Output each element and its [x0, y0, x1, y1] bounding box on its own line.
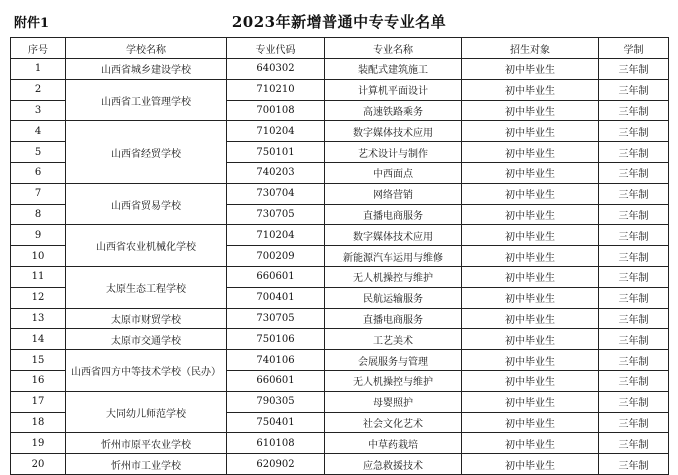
cell-code: 660601	[227, 370, 325, 391]
cell-school: 大同幼儿师范学校	[66, 391, 227, 433]
cell-duration: 三年制	[599, 350, 669, 371]
cell-number: 16	[11, 370, 66, 391]
cell-school: 山西省农业机械化学校	[66, 225, 227, 267]
header-major-name: 专业名称	[325, 38, 462, 59]
cell-target: 初中毕业生	[462, 142, 599, 163]
cell-target: 初中毕业生	[462, 454, 599, 475]
major-list-table	[10, 37, 669, 475]
cell-major: 中西面点	[325, 162, 462, 183]
cell-target: 初中毕业生	[462, 204, 599, 225]
table-row	[11, 433, 669, 454]
cell-major: 高速铁路乘务	[325, 100, 462, 121]
cell-major: 直播电商服务	[325, 308, 462, 329]
cell-major: 母婴照护	[325, 391, 462, 412]
cell-school: 山西省贸易学校	[66, 183, 227, 225]
cell-target: 初中毕业生	[462, 162, 599, 183]
cell-code: 710210	[227, 79, 325, 100]
cell-code: 620902	[227, 454, 325, 475]
cell-duration: 三年制	[599, 79, 669, 100]
cell-code: 790305	[227, 391, 325, 412]
document-title: 2023年新增普通中专专业名单	[231, 13, 447, 31]
cell-target: 初中毕业生	[462, 287, 599, 308]
cell-duration: 三年制	[599, 162, 669, 183]
header-enrollment-target: 招生对象	[462, 38, 599, 59]
cell-major: 民航运输服务	[325, 287, 462, 308]
cell-duration: 三年制	[599, 329, 669, 350]
cell-target: 初中毕业生	[462, 225, 599, 246]
cell-duration: 三年制	[599, 225, 669, 246]
cell-number: 15	[11, 350, 66, 371]
cell-number: 7	[11, 183, 66, 204]
cell-duration: 三年制	[599, 454, 669, 475]
cell-target: 初中毕业生	[462, 433, 599, 454]
cell-target: 初中毕业生	[462, 266, 599, 287]
cell-target: 初中毕业生	[462, 100, 599, 121]
cell-number: 19	[11, 433, 66, 454]
cell-number: 8	[11, 204, 66, 225]
cell-duration: 三年制	[599, 370, 669, 391]
cell-number: 12	[11, 287, 66, 308]
cell-school: 忻州市原平农业学校	[66, 433, 227, 454]
cell-code: 740106	[227, 350, 325, 371]
header-number: 序号	[11, 38, 66, 59]
cell-major: 数字媒体技术应用	[325, 121, 462, 142]
cell-duration: 三年制	[599, 391, 669, 412]
cell-target: 初中毕业生	[462, 59, 599, 80]
table-row	[11, 59, 669, 80]
cell-school: 太原市交通学校	[66, 329, 227, 350]
cell-target: 初中毕业生	[462, 183, 599, 204]
cell-duration: 三年制	[599, 308, 669, 329]
cell-duration: 三年制	[599, 266, 669, 287]
cell-duration: 三年制	[599, 183, 669, 204]
table-row	[11, 266, 669, 287]
cell-duration: 三年制	[599, 287, 669, 308]
cell-target: 初中毕业生	[462, 246, 599, 267]
cell-code: 710204	[227, 225, 325, 246]
table-row	[11, 308, 669, 329]
cell-code: 750106	[227, 329, 325, 350]
cell-school: 山西省工业管理学校	[66, 79, 227, 121]
attachment-label: 附件1	[14, 16, 50, 31]
cell-duration: 三年制	[599, 246, 669, 267]
cell-number: 9	[11, 225, 66, 246]
cell-code: 750101	[227, 142, 325, 163]
cell-number: 6	[11, 162, 66, 183]
cell-target: 初中毕业生	[462, 308, 599, 329]
cell-school: 忻州市工业学校	[66, 454, 227, 475]
cell-code: 640302	[227, 59, 325, 80]
cell-code: 660601	[227, 266, 325, 287]
table-row	[11, 225, 669, 246]
table-row	[11, 79, 669, 100]
cell-number: 10	[11, 246, 66, 267]
cell-major: 装配式建筑施工	[325, 59, 462, 80]
cell-school: 山西省城乡建设学校	[66, 59, 227, 80]
cell-code: 700108	[227, 100, 325, 121]
cell-school: 山西省经贸学校	[66, 121, 227, 183]
header-school-name: 学校名称	[66, 38, 227, 59]
cell-major: 数字媒体技术应用	[325, 225, 462, 246]
cell-major: 会展服务与管理	[325, 350, 462, 371]
table-row	[11, 183, 669, 204]
table-row	[11, 350, 669, 371]
cell-duration: 三年制	[599, 433, 669, 454]
cell-code: 710204	[227, 121, 325, 142]
cell-duration: 三年制	[599, 204, 669, 225]
table-row	[11, 121, 669, 142]
cell-number: 5	[11, 142, 66, 163]
cell-code: 730704	[227, 183, 325, 204]
cell-number: 13	[11, 308, 66, 329]
table-row	[11, 391, 669, 412]
cell-major: 无人机操控与维护	[325, 266, 462, 287]
cell-major: 计算机平面设计	[325, 79, 462, 100]
cell-duration: 三年制	[599, 121, 669, 142]
cell-major: 直播电商服务	[325, 204, 462, 225]
cell-duration: 三年制	[599, 142, 669, 163]
cell-duration: 三年制	[599, 100, 669, 121]
cell-major: 中草药栽培	[325, 433, 462, 454]
cell-major: 社会文化艺术	[325, 412, 462, 433]
cell-code: 730705	[227, 308, 325, 329]
cell-major: 网络营销	[325, 183, 462, 204]
cell-number: 17	[11, 391, 66, 412]
cell-target: 初中毕业生	[462, 391, 599, 412]
header-duration: 学制	[599, 38, 669, 59]
cell-number: 3	[11, 100, 66, 121]
cell-target: 初中毕业生	[462, 329, 599, 350]
cell-number: 11	[11, 266, 66, 287]
cell-duration: 三年制	[599, 59, 669, 80]
cell-school: 太原生态工程学校	[66, 266, 227, 308]
table-row	[11, 329, 669, 350]
cell-code: 610108	[227, 433, 325, 454]
cell-code: 750401	[227, 412, 325, 433]
cell-target: 初中毕业生	[462, 79, 599, 100]
cell-major: 新能源汽车运用与维修	[325, 246, 462, 267]
table-header-row	[11, 38, 669, 59]
cell-number: 1	[11, 59, 66, 80]
cell-number: 20	[11, 454, 66, 475]
cell-major: 应急救援技术	[325, 454, 462, 475]
cell-number: 14	[11, 329, 66, 350]
cell-number: 18	[11, 412, 66, 433]
cell-code: 700209	[227, 246, 325, 267]
cell-target: 初中毕业生	[462, 350, 599, 371]
cell-number: 4	[11, 121, 66, 142]
cell-code: 700401	[227, 287, 325, 308]
table-row	[11, 454, 669, 475]
cell-duration: 三年制	[599, 412, 669, 433]
cell-target: 初中毕业生	[462, 370, 599, 391]
cell-major: 艺术设计与制作	[325, 142, 462, 163]
cell-school: 太原市财贸学校	[66, 308, 227, 329]
cell-major: 无人机操控与维护	[325, 370, 462, 391]
cell-target: 初中毕业生	[462, 121, 599, 142]
cell-code: 730705	[227, 204, 325, 225]
cell-target: 初中毕业生	[462, 412, 599, 433]
cell-code: 740203	[227, 162, 325, 183]
cell-major: 工艺美术	[325, 329, 462, 350]
cell-school: 山西省四方中等技术学校（民办）	[66, 350, 227, 392]
header-major-code: 专业代码	[227, 38, 325, 59]
cell-number: 2	[11, 79, 66, 100]
